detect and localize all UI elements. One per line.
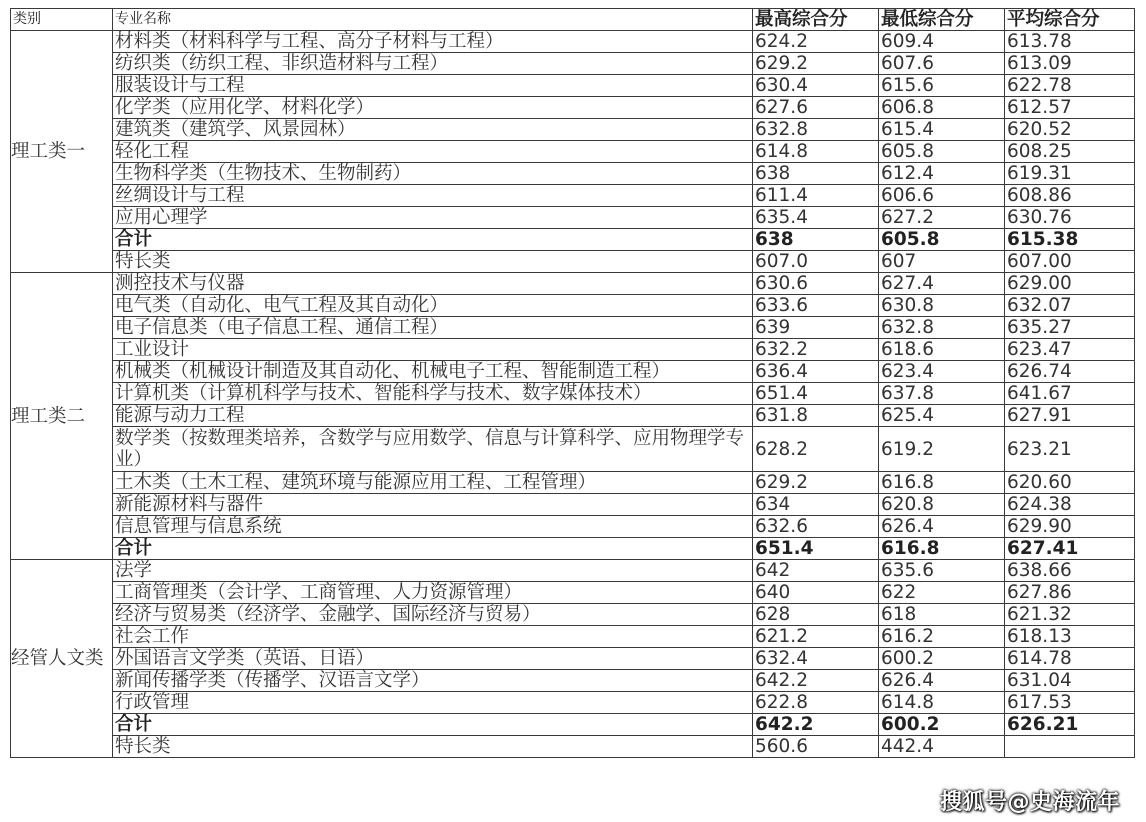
avg-score-cell: 618.13 [1005, 626, 1135, 648]
min-score-cell: 616.8 [879, 472, 1005, 494]
avg-score-cell: 638.66 [1005, 560, 1135, 582]
min-score-cell: 600.2 [879, 648, 1005, 670]
category-cell: 理工类二 [11, 273, 113, 560]
major-name-cell: 建筑类（建筑学、风景园林） [113, 119, 753, 141]
table-row [11, 273, 1135, 295]
min-score-cell: 622 [879, 582, 1005, 604]
min-score-cell: 630.8 [879, 295, 1005, 317]
table-row [11, 31, 1135, 53]
major-name-cell: 外国语言文学类（英语、日语） [113, 648, 753, 670]
avg-score-cell: 627.41 [1005, 538, 1135, 560]
major-name-cell: 能源与动力工程 [113, 405, 753, 427]
min-score-cell: 625.4 [879, 405, 1005, 427]
table-row [11, 427, 1135, 472]
max-score-cell: 636.4 [753, 361, 879, 383]
major-name-cell: 纺织类（纺织工程、非织造材料与工程） [113, 53, 753, 75]
min-score-cell: 606.6 [879, 185, 1005, 207]
min-score-cell: 612.4 [879, 163, 1005, 185]
min-score-cell: 618 [879, 604, 1005, 626]
table-row [11, 626, 1135, 648]
max-score-cell: 632.2 [753, 339, 879, 361]
max-score-cell: 624.2 [753, 31, 879, 53]
header-major: 专业名称 [113, 9, 753, 31]
major-name-cell: 计算机类（计算机科学与技术、智能科学与技术、数字媒体技术） [113, 383, 753, 405]
table-row [11, 383, 1135, 405]
max-score-cell: 607.0 [753, 251, 879, 273]
table-row [11, 604, 1135, 626]
major-name-cell: 服装设计与工程 [113, 75, 753, 97]
major-name-cell: 新能源材料与器件 [113, 494, 753, 516]
avg-score-cell [1005, 736, 1135, 758]
avg-score-cell: 608.25 [1005, 141, 1135, 163]
avg-score-cell: 612.57 [1005, 97, 1135, 119]
min-score-cell: 606.8 [879, 97, 1005, 119]
table-row [11, 97, 1135, 119]
header-category: 类别 [11, 9, 113, 31]
max-score-cell: 611.4 [753, 185, 879, 207]
min-score-cell: 616.8 [879, 538, 1005, 560]
category-cell: 经管人文类 [11, 560, 113, 758]
header-row [11, 9, 1135, 31]
table-row [11, 361, 1135, 383]
avg-score-cell: 621.32 [1005, 604, 1135, 626]
major-name-cell: 行政管理 [113, 692, 753, 714]
max-score-cell: 614.8 [753, 141, 879, 163]
min-score-cell: 626.4 [879, 516, 1005, 538]
avg-score-cell: 623.47 [1005, 339, 1135, 361]
avg-score-cell: 626.74 [1005, 361, 1135, 383]
major-name-cell: 应用心理学 [113, 207, 753, 229]
avg-score-cell: 631.04 [1005, 670, 1135, 692]
max-score-cell: 629.2 [753, 472, 879, 494]
avg-score-cell: 613.09 [1005, 53, 1135, 75]
avg-score-cell: 620.60 [1005, 472, 1135, 494]
major-name-cell: 电子信息类（电子信息工程、通信工程） [113, 317, 753, 339]
max-score-cell: 642.2 [753, 670, 879, 692]
total-row [11, 229, 1135, 251]
max-score-cell: 560.6 [753, 736, 879, 758]
avg-score-cell: 641.67 [1005, 383, 1135, 405]
min-score-cell: 614.8 [879, 692, 1005, 714]
table-row [11, 53, 1135, 75]
avg-score-cell: 635.27 [1005, 317, 1135, 339]
avg-score-cell: 626.21 [1005, 714, 1135, 736]
category-cell: 理工类一 [11, 31, 113, 273]
min-score-cell: 623.4 [879, 361, 1005, 383]
major-name-cell: 新闻传播学类（传播学、汉语言文学） [113, 670, 753, 692]
min-score-cell: 632.8 [879, 317, 1005, 339]
min-score-cell: 615.6 [879, 75, 1005, 97]
header-max-score: 最高综合分 [753, 9, 879, 31]
avg-score-cell: 620.52 [1005, 119, 1135, 141]
table-row [11, 207, 1135, 229]
min-score-cell: 627.2 [879, 207, 1005, 229]
min-score-cell: 635.6 [879, 560, 1005, 582]
major-name-cell: 合计 [113, 714, 753, 736]
max-score-cell: 638 [753, 163, 879, 185]
watermark: 搜狐号@史海流年 [940, 790, 1121, 815]
max-score-cell: 627.6 [753, 97, 879, 119]
max-score-cell: 628.2 [753, 427, 879, 472]
major-name-cell: 化学类（应用化学、材料化学） [113, 97, 753, 119]
table-row [11, 494, 1135, 516]
min-score-cell: 626.4 [879, 670, 1005, 692]
avg-score-cell: 615.38 [1005, 229, 1135, 251]
table-row [11, 75, 1135, 97]
avg-score-cell: 622.78 [1005, 75, 1135, 97]
total-row [11, 538, 1135, 560]
table-row [11, 317, 1135, 339]
avg-score-cell: 629.90 [1005, 516, 1135, 538]
total-row [11, 714, 1135, 736]
min-score-cell: 605.8 [879, 141, 1005, 163]
max-score-cell: 633.6 [753, 295, 879, 317]
avg-score-cell: 614.78 [1005, 648, 1135, 670]
min-score-cell: 620.8 [879, 494, 1005, 516]
major-name-cell: 测控技术与仪器 [113, 273, 753, 295]
table-row [11, 736, 1135, 758]
major-name-cell: 轻化工程 [113, 141, 753, 163]
table-row [11, 472, 1135, 494]
avg-score-cell: 627.91 [1005, 405, 1135, 427]
max-score-cell: 630.6 [753, 273, 879, 295]
avg-score-cell: 619.31 [1005, 163, 1135, 185]
major-name-cell: 材料类（材料科学与工程、高分子材料与工程） [113, 31, 753, 53]
max-score-cell: 631.8 [753, 405, 879, 427]
avg-score-cell: 632.07 [1005, 295, 1135, 317]
table-row [11, 405, 1135, 427]
table-row [11, 560, 1135, 582]
max-score-cell: 628 [753, 604, 879, 626]
avg-score-cell: 630.76 [1005, 207, 1135, 229]
avg-score-cell: 624.38 [1005, 494, 1135, 516]
major-name-cell: 合计 [113, 229, 753, 251]
major-name-cell: 特长类 [113, 736, 753, 758]
min-score-cell: 607 [879, 251, 1005, 273]
major-name-cell: 土木类（土木工程、建筑环境与能源应用工程、工程管理） [113, 472, 753, 494]
avg-score-cell: 607.00 [1005, 251, 1135, 273]
table-row [11, 516, 1135, 538]
min-score-cell: 618.6 [879, 339, 1005, 361]
avg-score-cell: 629.00 [1005, 273, 1135, 295]
major-name-cell: 数学类（按数理类培养，含数学与应用数学、信息与计算科学、应用物理学专业） [113, 427, 753, 472]
min-score-cell: 442.4 [879, 736, 1005, 758]
table-row [11, 251, 1135, 273]
major-name-cell: 丝绸设计与工程 [113, 185, 753, 207]
table-row [11, 692, 1135, 714]
major-name-cell: 合计 [113, 538, 753, 560]
header-avg-score: 平均综合分 [1005, 9, 1135, 31]
avg-score-cell: 608.86 [1005, 185, 1135, 207]
min-score-cell: 627.4 [879, 273, 1005, 295]
min-score-cell: 609.4 [879, 31, 1005, 53]
min-score-cell: 637.8 [879, 383, 1005, 405]
avg-score-cell: 613.78 [1005, 31, 1135, 53]
major-name-cell: 信息管理与信息系统 [113, 516, 753, 538]
table-row [11, 648, 1135, 670]
table-row [11, 582, 1135, 604]
major-name-cell: 社会工作 [113, 626, 753, 648]
table-row [11, 185, 1135, 207]
major-name-cell: 经济与贸易类（经济学、金融学、国际经济与贸易） [113, 604, 753, 626]
max-score-cell: 630.4 [753, 75, 879, 97]
table-row [11, 119, 1135, 141]
table-row [11, 670, 1135, 692]
avg-score-cell: 627.86 [1005, 582, 1135, 604]
max-score-cell: 639 [753, 317, 879, 339]
min-score-cell: 615.4 [879, 119, 1005, 141]
major-name-cell: 工商管理类（会计学、工商管理、人力资源管理） [113, 582, 753, 604]
max-score-cell: 642.2 [753, 714, 879, 736]
max-score-cell: 638 [753, 229, 879, 251]
score-table [10, 8, 1135, 758]
max-score-cell: 634 [753, 494, 879, 516]
avg-score-cell: 617.53 [1005, 692, 1135, 714]
max-score-cell: 640 [753, 582, 879, 604]
table-row [11, 163, 1135, 185]
max-score-cell: 622.8 [753, 692, 879, 714]
major-name-cell: 机械类（机械设计制造及其自动化、机械电子工程、智能制造工程） [113, 361, 753, 383]
max-score-cell: 632.6 [753, 516, 879, 538]
header-min-score: 最低综合分 [879, 9, 1005, 31]
major-name-cell: 电气类（自动化、电气工程及其自动化） [113, 295, 753, 317]
min-score-cell: 619.2 [879, 427, 1005, 472]
min-score-cell: 616.2 [879, 626, 1005, 648]
max-score-cell: 621.2 [753, 626, 879, 648]
table-row [11, 295, 1135, 317]
major-name-cell: 法学 [113, 560, 753, 582]
min-score-cell: 605.8 [879, 229, 1005, 251]
table-row [11, 141, 1135, 163]
major-name-cell: 特长类 [113, 251, 753, 273]
major-name-cell: 生物科学类（生物技术、生物制药） [113, 163, 753, 185]
max-score-cell: 651.4 [753, 383, 879, 405]
max-score-cell: 635.4 [753, 207, 879, 229]
max-score-cell: 632.4 [753, 648, 879, 670]
max-score-cell: 632.8 [753, 119, 879, 141]
max-score-cell: 629.2 [753, 53, 879, 75]
table-row [11, 339, 1135, 361]
max-score-cell: 651.4 [753, 538, 879, 560]
table-body [11, 31, 1135, 758]
min-score-cell: 607.6 [879, 53, 1005, 75]
min-score-cell: 600.2 [879, 714, 1005, 736]
avg-score-cell: 623.21 [1005, 427, 1135, 472]
major-name-cell: 工业设计 [113, 339, 753, 361]
max-score-cell: 642 [753, 560, 879, 582]
